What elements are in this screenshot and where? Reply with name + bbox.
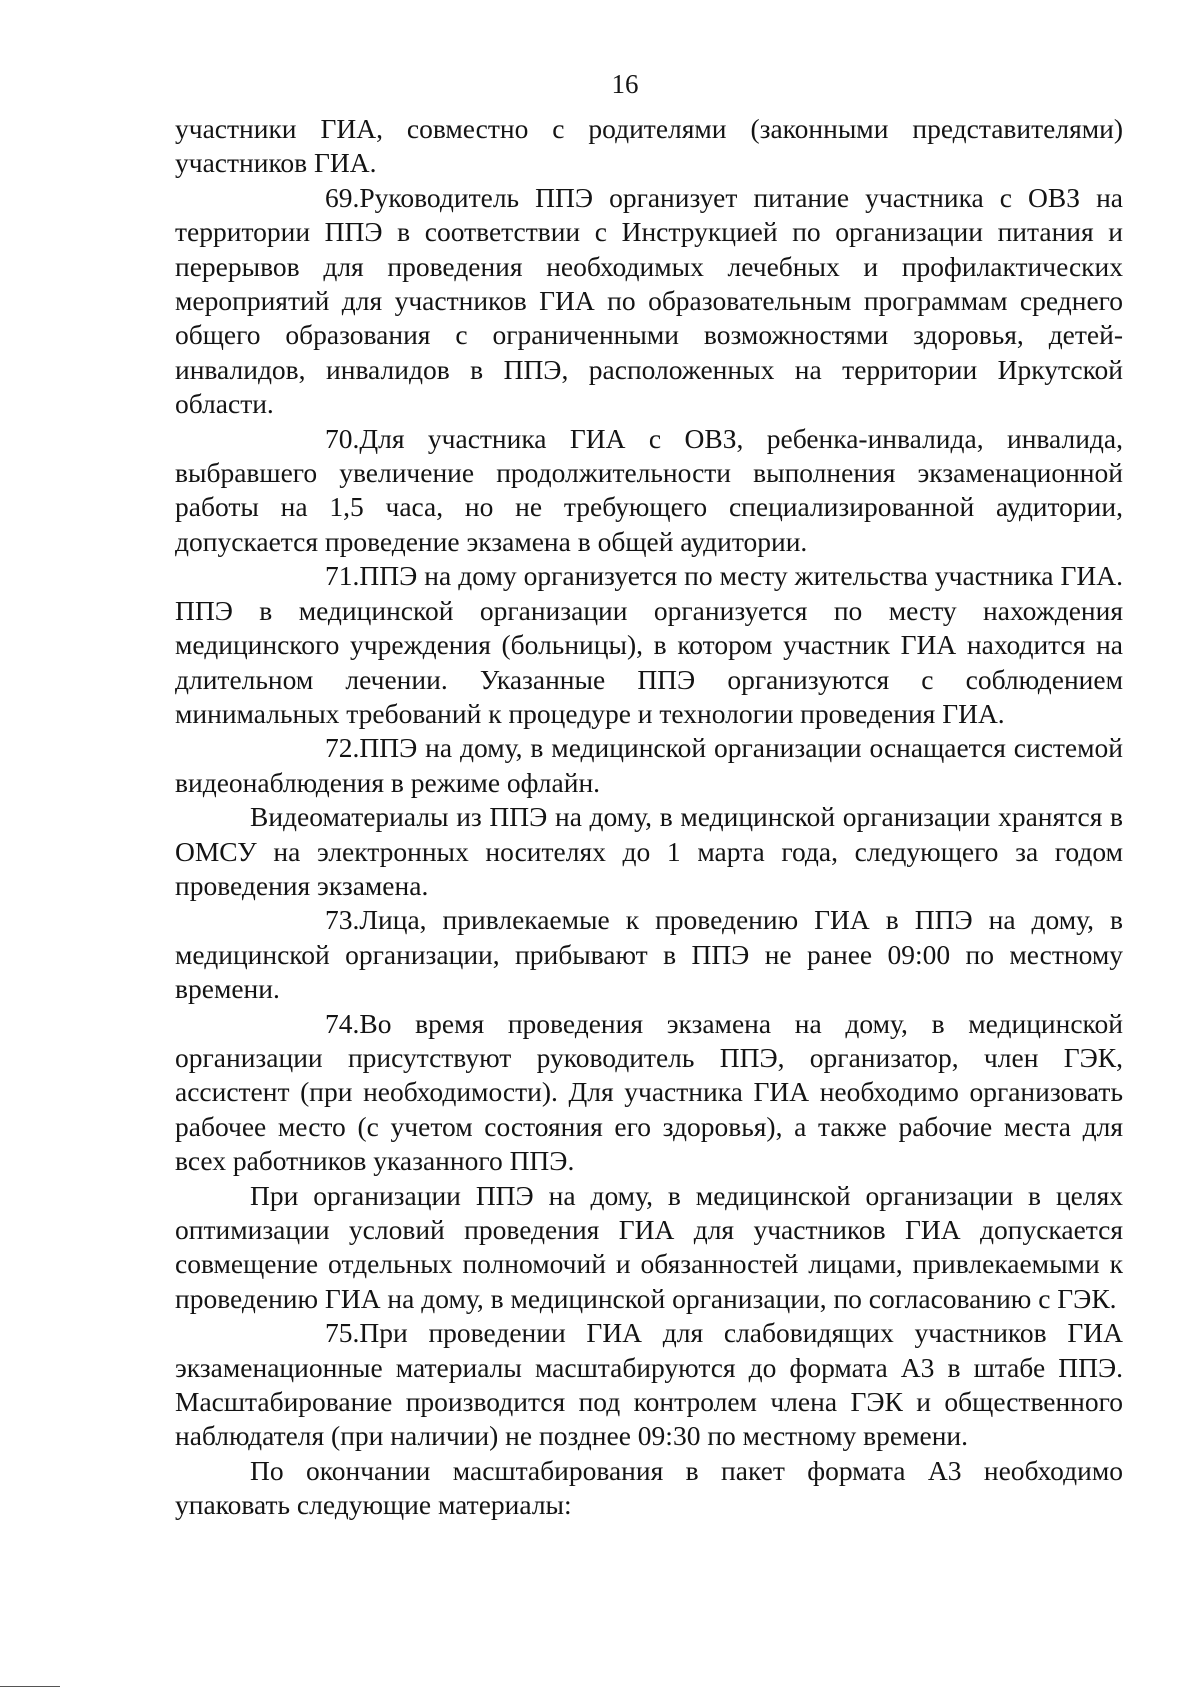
paragraph-number: 71. [325, 560, 360, 592]
paragraph-text: ППЭ на дому организуется по месту жительства участника ГИА. ППЭ в медицинской организации организуется по месту нахождения медицинского учреждения (больницы), в котором участник ГИА находится на длительном лечении. Указанные ППЭ организуются с соблюдением минимальных требований к процедуре и технологии проведения ГИА. [175, 560, 1123, 729]
paragraph-text: При организации ППЭ на дому, в медицинской организации в целях оптимизации условий проведения ГИА для участников ГИА допускается совмещение отдельных полномочий и обязанностей лицами, привлекаемыми к проведению ГИА на дому, в медицинской организации, по согласованию с ГЭК. [175, 1179, 1123, 1314]
paragraph-71 [175, 559, 1123, 731]
paragraph-text: Для участника ГИА с ОВЗ, ребенка-инвалида, инвалида, выбравшего увеличение продолжительности выполнения экзаменационной работы на 1,5 часа, но не требующего специализированной аудитории, допускается проведение экзамена в общей аудитории. [175, 422, 1123, 557]
paragraph-number: 69. [325, 181, 360, 213]
paragraph-75-continued [175, 1454, 1123, 1523]
paragraph-73 [175, 903, 1123, 1006]
paragraph-text: Лица, привлекаемые к проведению ГИА в ППЭ на дому, в медицинской организации, прибывают в ППЭ не ранее 09:00 по местному времени. [175, 904, 1123, 1005]
paragraph-72-continued [175, 800, 1123, 903]
paragraph-text: По окончании масштабирования в пакет формата А3 необходимо упаковать следующие материалы: [175, 1454, 1123, 1521]
document-body [175, 112, 1123, 1523]
paragraph-text: ППЭ на дому, в медицинской организации оснащается системой видеонаблюдения в режиме офлайн. [175, 732, 1123, 798]
paragraph-text: Руководитель ППЭ организует питание участника с ОВЗ на территории ППЭ в соответствии с Инструкцией по организации питания и перерывов для проведения необходимых лечебных и профилактических мероприятий для участников ГИА по образовательным программам среднего общего образования с ограниченными возможностями здоровья, детей-инвалидов, инвалидов в ППЭ, расположенных на территории Иркутской области. [175, 181, 1123, 420]
paragraph-continuation [175, 112, 1123, 181]
paragraph-74 [175, 1007, 1123, 1179]
paragraph-number: 75. [325, 1317, 360, 1349]
paragraph-text: Видеоматериалы из ППЭ на дому, в медицинской организации хранятся в ОМСУ на электронных носителях до 1 марта года, следующего за годом проведения экзамена. [175, 801, 1123, 901]
paragraph-72 [175, 731, 1123, 800]
paragraph-75 [175, 1316, 1123, 1454]
paragraph-number: 72. [325, 732, 360, 764]
paragraph-69 [175, 181, 1123, 422]
paragraph-text: При проведении ГИА для слабовидящих участников ГИА экзаменационные материалы масштабируются до формата А3 в штабе ППЭ. Масштабирование производится под контролем члена ГЭК и общественного наблюдателя (при наличии) не позднее 09:30 по местному времени. [175, 1317, 1123, 1452]
page-number: 16 [611, 69, 639, 99]
paragraph-number: 70. [325, 422, 360, 454]
scan-edge-line [0, 1686, 60, 1687]
paragraph-number: 74. [325, 1007, 360, 1039]
paragraph-text: участники ГИА, совместно с родителями (законными представителями) участников ГИА. [175, 113, 1123, 179]
paragraph-text: Во время проведения экзамена на дому, в медицинской организации присутствуют руководитель ППЭ, организатор, член ГЭК, ассистент (при необходимости). Для участника ГИА необходимо организовать рабочее место (с учетом состояния его здоровья), а также рабочие места для всех работников указанного ППЭ. [175, 1007, 1123, 1177]
paragraph-74-continued [175, 1179, 1123, 1317]
paragraph-70 [175, 422, 1123, 560]
paragraph-number: 73. [325, 904, 360, 936]
